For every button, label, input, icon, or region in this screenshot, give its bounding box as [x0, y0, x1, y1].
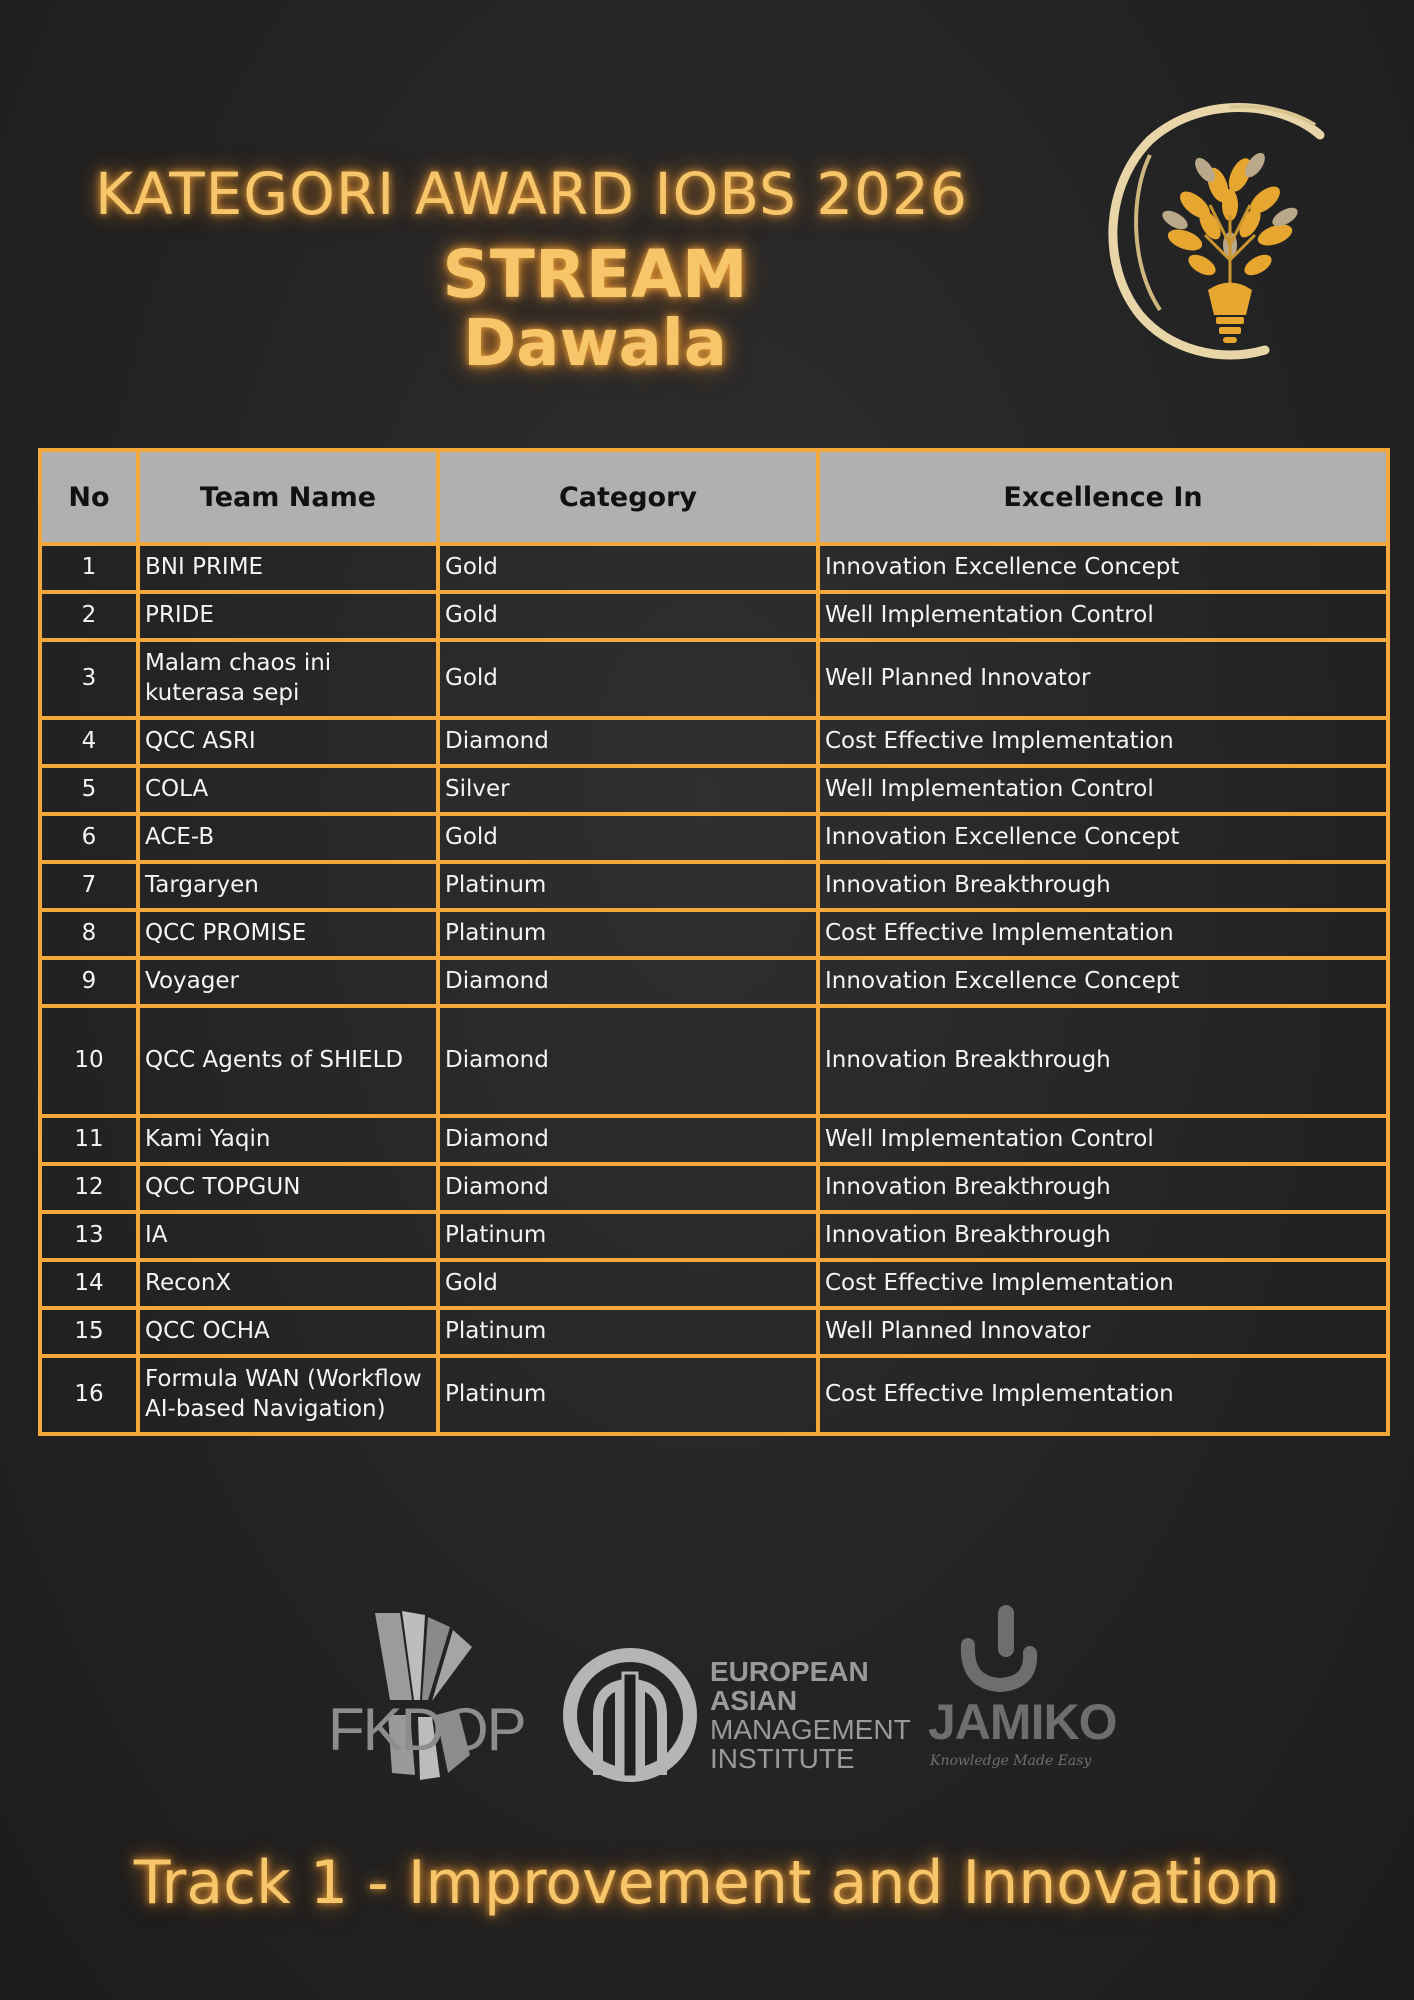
- category: Platinum: [438, 910, 818, 958]
- category: Gold: [438, 592, 818, 640]
- category: Diamond: [438, 718, 818, 766]
- team-name: IA: [138, 1212, 438, 1260]
- row-number: 9: [40, 958, 138, 1006]
- excellence-in: Innovation Breakthrough: [818, 1212, 1388, 1260]
- row-number: 14: [40, 1260, 138, 1308]
- column-header-no: No: [40, 450, 138, 544]
- category: Silver: [438, 766, 818, 814]
- table-header-row: [40, 450, 1388, 544]
- category: Gold: [438, 640, 818, 718]
- excellence-in: Well Planned Innovator: [818, 1308, 1388, 1356]
- excellence-in: Cost Effective Implementation: [818, 910, 1388, 958]
- team-name: BNI PRIME: [138, 544, 438, 592]
- table-row: [40, 1308, 1388, 1356]
- jamiko-tagline: Knowledge Made Easy: [930, 1753, 1092, 1769]
- row-number: 12: [40, 1164, 138, 1212]
- eami-line-1: EUROPEAN: [710, 1656, 869, 1687]
- team-name: COLA: [138, 766, 438, 814]
- eami-logo-icon: [560, 1645, 700, 1785]
- excellence-in: Well Planned Innovator: [818, 640, 1388, 718]
- table-row: [40, 1164, 1388, 1212]
- excellence-in: Innovation Excellence Concept: [818, 544, 1388, 592]
- row-number: 3: [40, 640, 138, 718]
- fkdop-logo-text: FKDOP: [328, 1696, 525, 1763]
- team-name: ACE-B: [138, 814, 438, 862]
- row-number: 11: [40, 1116, 138, 1164]
- eami-logo-text: [710, 1657, 911, 1773]
- team-name: PRIDE: [138, 592, 438, 640]
- row-number: 16: [40, 1356, 138, 1434]
- excellence-in: Innovation Excellence Concept: [818, 958, 1388, 1006]
- team-name: Malam chaos ini kuterasa sepi: [138, 640, 438, 718]
- excellence-in: Well Implementation Control: [818, 766, 1388, 814]
- row-number: 1: [40, 544, 138, 592]
- category: Diamond: [438, 958, 818, 1006]
- table-row: [40, 766, 1388, 814]
- category: Platinum: [438, 862, 818, 910]
- eami-line-2: ASIAN: [710, 1685, 798, 1716]
- row-number: 10: [40, 1006, 138, 1116]
- category: Diamond: [438, 1164, 818, 1212]
- row-number: 15: [40, 1308, 138, 1356]
- row-number: 2: [40, 592, 138, 640]
- team-name: ReconX: [138, 1260, 438, 1308]
- excellence-in: Well Implementation Control: [818, 592, 1388, 640]
- eami-line-3: MANAGEMENT: [710, 1714, 911, 1745]
- table-row: [40, 592, 1388, 640]
- category: Diamond: [438, 1006, 818, 1116]
- table-row: [40, 814, 1388, 862]
- row-number: 4: [40, 718, 138, 766]
- table-row: [40, 640, 1388, 718]
- team-name: QCC Agents of SHIELD: [138, 1006, 438, 1116]
- table-row: [40, 1260, 1388, 1308]
- excellence-in: Innovation Excellence Concept: [818, 814, 1388, 862]
- page-title: KATEGORI AWARD IOBS 2026: [95, 160, 968, 228]
- stream-name: Dawala: [463, 307, 727, 381]
- row-number: 13: [40, 1212, 138, 1260]
- excellence-in: Cost Effective Implementation: [818, 1356, 1388, 1434]
- category: Platinum: [438, 1212, 818, 1260]
- column-header-category: Category: [438, 450, 818, 544]
- excellence-in: Cost Effective Implementation: [818, 1260, 1388, 1308]
- excellence-in: Well Implementation Control: [818, 1116, 1388, 1164]
- table-row: [40, 1006, 1388, 1116]
- row-number: 5: [40, 766, 138, 814]
- team-name: QCC OCHA: [138, 1308, 438, 1356]
- jamiko-logo-text: JAMIKO: [928, 1694, 1117, 1750]
- excellence-in: Cost Effective Implementation: [818, 718, 1388, 766]
- excellence-in: Innovation Breakthrough: [818, 1006, 1388, 1116]
- table-row: [40, 718, 1388, 766]
- table-row: [40, 862, 1388, 910]
- category: Platinum: [438, 1356, 818, 1434]
- row-number: 8: [40, 910, 138, 958]
- table-row: [40, 1212, 1388, 1260]
- excellence-in: Innovation Breakthrough: [818, 1164, 1388, 1212]
- team-name: Kami Yaqin: [138, 1116, 438, 1164]
- excellence-in: Innovation Breakthrough: [818, 862, 1388, 910]
- table-row: [40, 544, 1388, 592]
- award-table: [38, 448, 1390, 1436]
- track-title: Track 1 - Improvement and Innovation: [133, 1848, 1281, 1918]
- category: Platinum: [438, 1308, 818, 1356]
- sponsor-logos: [320, 1605, 1117, 1785]
- tree-bulb-emblem-icon: [1090, 95, 1350, 365]
- table-row: [40, 910, 1388, 958]
- row-number: 7: [40, 862, 138, 910]
- category: Gold: [438, 544, 818, 592]
- category: Gold: [438, 1260, 818, 1308]
- category: Gold: [438, 814, 818, 862]
- team-name: QCC TOPGUN: [138, 1164, 438, 1212]
- team-name: Targaryen: [138, 862, 438, 910]
- team-name: Voyager: [138, 958, 438, 1006]
- table-row: [40, 1356, 1388, 1434]
- team-name: QCC PROMISE: [138, 910, 438, 958]
- table-row: [40, 1116, 1388, 1164]
- row-number: 6: [40, 814, 138, 862]
- column-header-team-name: Team Name: [138, 450, 438, 544]
- column-header-excellence-in: Excellence In: [818, 450, 1388, 544]
- team-name: QCC ASRI: [138, 718, 438, 766]
- jamiko-logo-icon: [960, 1605, 1040, 1695]
- category: Diamond: [438, 1116, 818, 1164]
- eami-line-4: INSTITUTE: [710, 1743, 855, 1774]
- stream-label: STREAM: [442, 236, 748, 313]
- table-row: [40, 958, 1388, 1006]
- team-name: Formula WAN (Workflow AI-based Navigation): [138, 1356, 438, 1434]
